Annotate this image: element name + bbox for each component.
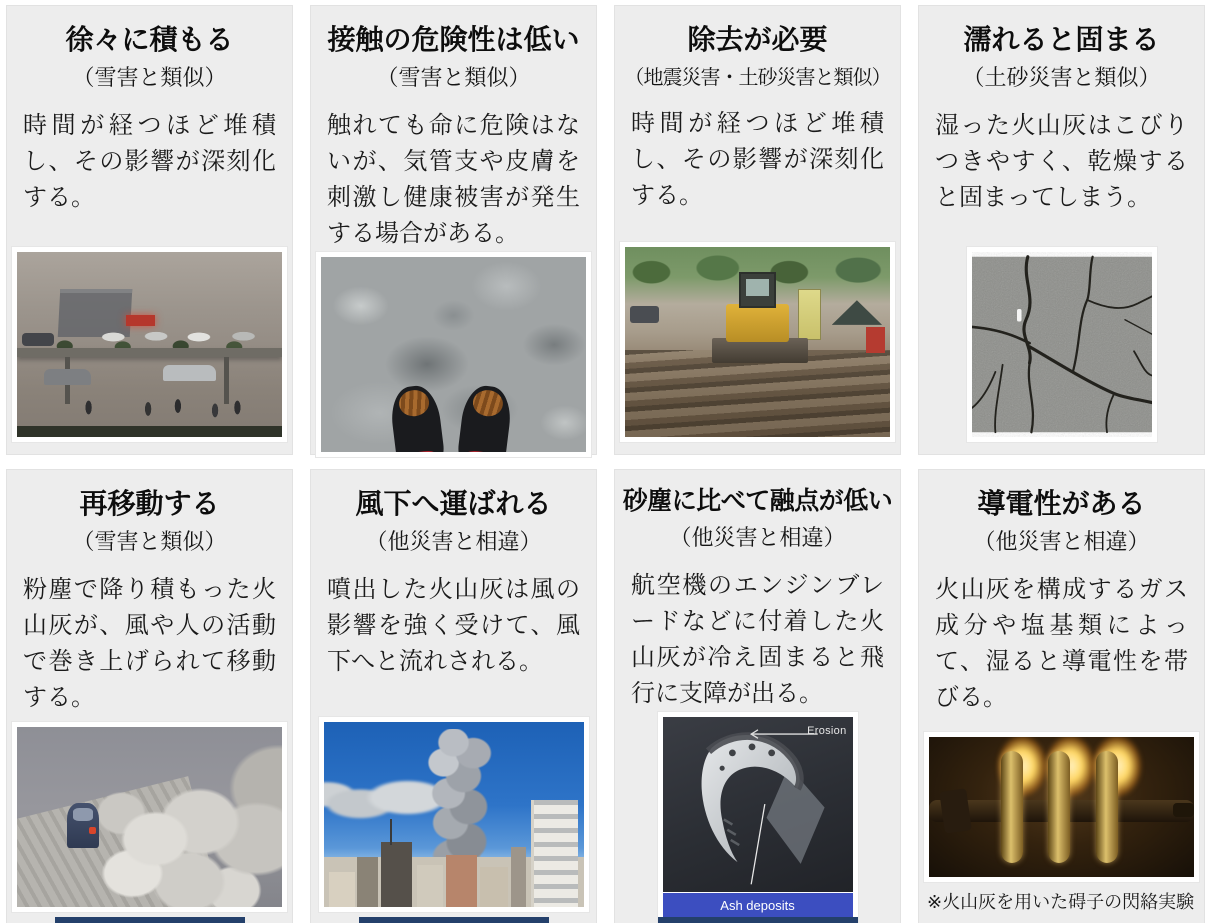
- ash-deposits-bar: Ash deposits: [663, 893, 853, 917]
- card-accumulates-gradually: [6, 5, 293, 455]
- insulator-flashover-photo: [929, 737, 1194, 877]
- city-skyline-shape: [324, 857, 584, 907]
- photo-frame: [967, 247, 1157, 442]
- card-subtitle: （他災害と相違）: [973, 529, 1150, 554]
- ash-deposits-pointer-line: [751, 804, 765, 884]
- boot-red-trim-shape: [462, 449, 500, 452]
- building-shape: [446, 855, 477, 907]
- card-title: 徐々に積もる: [65, 24, 234, 55]
- erosion-label: Erosion: [807, 725, 847, 738]
- bottom-accent-bar: [55, 917, 245, 923]
- card-subtitle: （他災害と相違）: [365, 529, 542, 554]
- boot-lace-shape: [471, 388, 504, 418]
- card-title: 砂塵に比べて融点が低い: [622, 487, 893, 515]
- car-taillight-shape: [89, 827, 96, 833]
- ash-removal-loader-photo: [625, 247, 890, 437]
- photo-frame: [620, 242, 895, 442]
- card-subtitle: （雪害と類似）: [376, 65, 531, 90]
- insulator-disc-shape: [1048, 751, 1070, 863]
- card-hardens-when-wet: [918, 5, 1205, 455]
- photo-frame: [316, 252, 591, 457]
- car-window-shape: [73, 808, 93, 821]
- antenna-shape: [390, 819, 392, 845]
- bus-shelter-roof-shape: [17, 348, 282, 357]
- roadside-sign-shape: [798, 289, 821, 340]
- card-low-contact-danger: [310, 5, 597, 455]
- card-title: 除去が必要: [687, 24, 828, 55]
- standing-on-ash-photo: [321, 257, 586, 452]
- card-body: 粉塵で降り積もった火山灰が、風や人の活動で巻き上げられて移動する。: [23, 576, 276, 711]
- card-subtitle: （雪害と類似）: [72, 529, 227, 554]
- card-subtitle: （雪害と類似）: [72, 65, 227, 90]
- card-lower-melting-point: [614, 469, 901, 923]
- eruption-plume-photo: [324, 722, 584, 907]
- rod-chain-shape: [1173, 803, 1194, 817]
- card-subtitle: （他災害と相違）: [669, 525, 846, 551]
- card-subtitle: （土砂災害と類似）: [962, 65, 1161, 90]
- building-shape: [480, 867, 509, 907]
- vending-machine-shape: [866, 327, 885, 354]
- card-subtitle: （地震災害・土砂災害と類似）: [624, 67, 891, 89]
- card-electrically-conductive: [918, 469, 1205, 923]
- tower-building-shape: [531, 800, 578, 907]
- building-shape: [329, 872, 355, 907]
- left-boot-shape: [388, 383, 445, 452]
- building-shape: [511, 847, 527, 907]
- insulator-disc-shape: [1096, 751, 1118, 863]
- card-body: 火山灰を構成するガス成分や塩基類によって、湿ると導電性を帯びる。: [935, 576, 1188, 711]
- card-title: 導電性がある: [977, 488, 1146, 519]
- card-carried-downwind: [310, 469, 597, 923]
- building-shape: [381, 842, 412, 907]
- right-boot-shape: [457, 383, 514, 452]
- bottom-accent-bar: [658, 917, 858, 923]
- card-remobilizes: [6, 469, 293, 923]
- card-body: 時間が経つほど堆積し、その影響が深刻化する。: [23, 112, 276, 211]
- bottom-accent-bar: [359, 917, 549, 923]
- photo-frame: [924, 732, 1199, 882]
- card-body: 湿った火山灰はこびりつきやすく、乾燥すると固まってしまう。: [935, 112, 1188, 211]
- card-removal-required: [614, 5, 901, 455]
- truck-shape: [630, 306, 659, 323]
- card-body: 触れても命に危険はないが、気管支や皮膚を刺激し健康被害が発生する場合がある。: [327, 112, 580, 247]
- loader-body-shape: [726, 304, 790, 342]
- card-body: 噴出した火山灰は風の影響を強く受けて、風下へと流れされる。: [327, 576, 580, 675]
- resuspended-ash-photo: [17, 727, 282, 907]
- building-shape: [417, 865, 443, 907]
- red-sign-shape: [126, 315, 155, 326]
- card-title: 濡れると固まる: [963, 24, 1160, 55]
- turbine-blade-graphic: [663, 717, 853, 892]
- building-shape: [357, 857, 378, 907]
- card-title: 接触の危険性は低い: [327, 24, 580, 55]
- window-sill-shape: [17, 426, 282, 437]
- tent-shape: [832, 300, 882, 325]
- card-body: 時間が経つほど堆積し、その影響が深刻化する。: [631, 110, 884, 209]
- engine-blade-photo: [663, 717, 853, 892]
- boot-lace-shape: [397, 388, 430, 418]
- photo-frame: [319, 717, 589, 912]
- experiment-caption: ※火山灰を用いた碍子の閃絡実験: [927, 892, 1195, 912]
- card-title: 再移動する: [79, 488, 220, 519]
- crack-pattern-graphic: [972, 252, 1152, 437]
- insulator-disc-shape: [1001, 751, 1023, 863]
- card-title: 風下へ運ばれる: [355, 488, 552, 519]
- car-shape: [67, 803, 99, 848]
- photo-frame: [658, 712, 858, 922]
- photo-frame: [12, 722, 287, 912]
- rod-hardware-shape: [939, 789, 971, 834]
- eruption-column-shapes: [409, 729, 508, 862]
- card-body: 航空機のエンジンブレードなどに付着した火山灰が冷え固まると飛行に支障が出る。: [631, 572, 884, 708]
- boot-red-trim-shape: [401, 449, 439, 452]
- loader-cab-window-shape: [746, 279, 769, 297]
- sedan-shape: [44, 369, 92, 386]
- ashfall-street-photo: [17, 252, 282, 437]
- pedestrians-shapes: [70, 393, 256, 423]
- loader-cab-shape: [739, 272, 776, 308]
- hardened-cracked-ash-photo: [972, 252, 1152, 437]
- photo-frame: [12, 247, 287, 442]
- sedan-shape: [163, 365, 216, 382]
